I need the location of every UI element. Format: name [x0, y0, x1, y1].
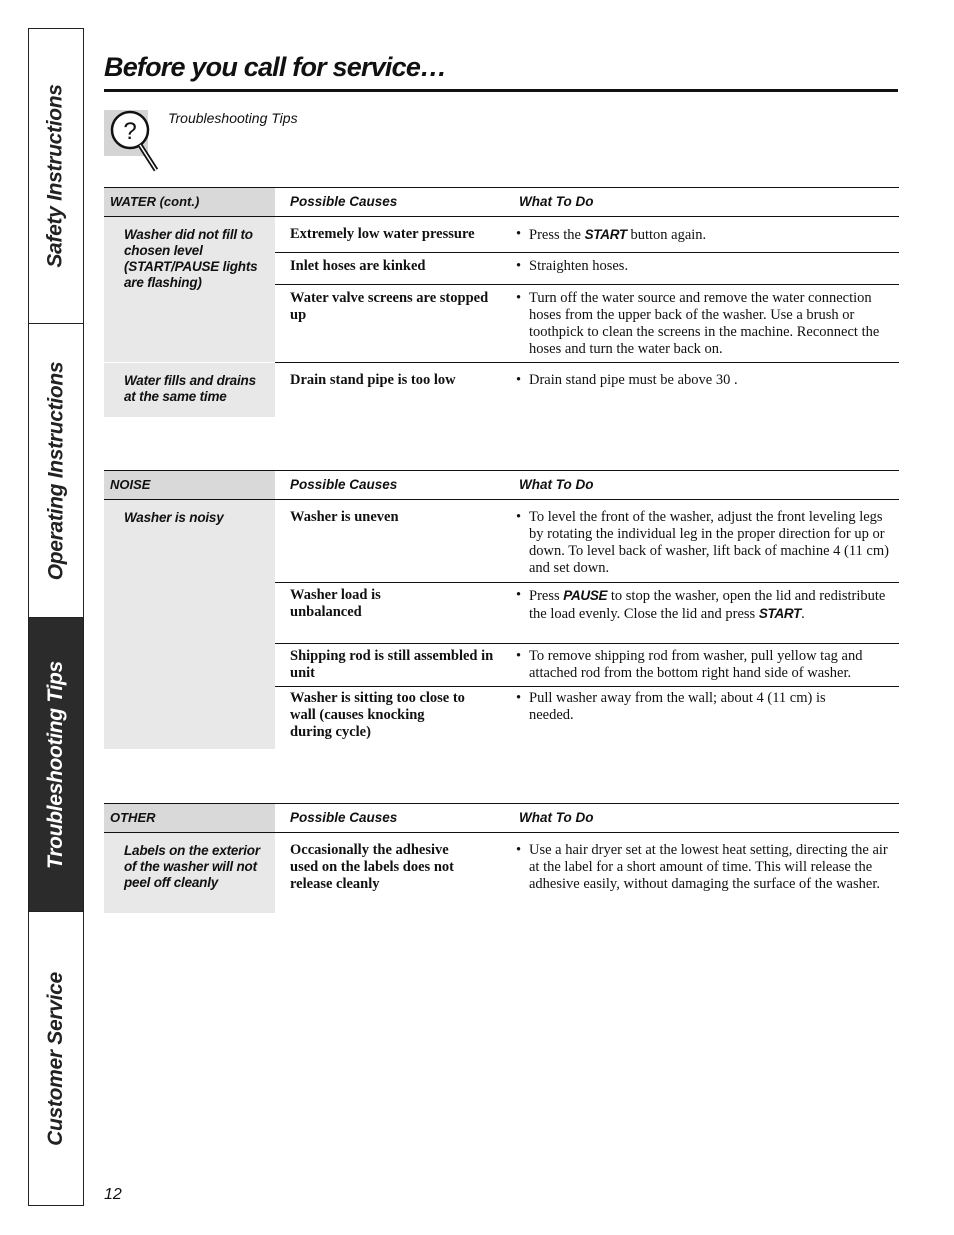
table-noise	[104, 470, 899, 749]
todo-text: • Turn off the water source and remove the water connection hoses from the upper back of the washer. Use a brush or toothpick to clean the screens in the machine. Reconnect the hoses and turn the water back on.	[516, 290, 880, 357]
problem-group	[104, 217, 899, 362]
col-header-causes: Possible Causes	[290, 810, 398, 825]
cause-text: Drain stand pipe is too low	[290, 372, 456, 388]
problem-group	[104, 833, 899, 913]
side-tab-label: Customer Service	[44, 971, 68, 1146]
side-tab-operating-instructions[interactable]	[29, 324, 83, 618]
table-row	[275, 363, 899, 417]
category-label: OTHER	[104, 804, 275, 832]
cause-text: Water valve screens are stopped up	[290, 290, 489, 323]
col-header-todo: What To Do	[519, 810, 594, 825]
problem-group	[104, 363, 899, 417]
cause-text: Washer load is unbalanced	[290, 587, 381, 620]
side-tab-label: Safety Instructions	[44, 84, 67, 268]
todo-text: • Straighten hoses.	[516, 258, 629, 274]
side-tab-bar	[28, 28, 84, 1206]
table-header	[104, 187, 899, 217]
start-keyword: START	[758, 606, 802, 621]
problem-group	[104, 500, 899, 749]
table-row	[275, 217, 899, 253]
problem-label: Labels on the exterior of the washer will not peel off cleanly	[104, 833, 275, 913]
cause-text: Washer is uneven	[290, 509, 399, 525]
table-row	[275, 833, 899, 913]
table-row	[275, 500, 899, 583]
question-mark-magnifier-icon	[104, 110, 164, 176]
cause-text: Extremely low water pressure	[290, 226, 475, 242]
side-tab-customer-service[interactable]	[29, 912, 83, 1205]
table-row	[275, 253, 899, 285]
todo-text: • To remove shipping rod from washer, pull yellow tag and attached rod from the bottom right hand side of washer.	[516, 648, 863, 681]
todo-text: • Pull washer away from the wall; about 4 (11 cm) is needed.	[516, 690, 826, 723]
table-row	[275, 644, 899, 687]
col-header-todo: What To Do	[519, 194, 594, 209]
table-header	[104, 803, 899, 833]
problem-label: Washer is noisy	[104, 500, 275, 749]
cause-text: Washer is sitting too close to wall (causes knocking during cycle)	[290, 690, 465, 740]
table-row	[275, 687, 899, 749]
category-label: WATER (cont.)	[104, 188, 275, 216]
todo-text: • Use a hair dryer set at the lowest heat setting, directing the air at the label for a short amount of time. This will release the adhesive easily, without damaging the surface of the washer.	[516, 842, 888, 892]
page-number: 12	[104, 1186, 122, 1203]
table-other	[104, 803, 899, 913]
page-title: Before you call for service…	[104, 52, 447, 82]
start-keyword: START	[584, 227, 627, 242]
cause-text: Shipping rod is still assembled in unit	[290, 648, 494, 681]
col-header-causes: Possible Causes	[290, 194, 398, 209]
pause-keyword: PAUSE	[563, 588, 608, 603]
side-tab-label: Operating Instructions	[44, 361, 67, 580]
table-row	[275, 583, 899, 644]
tip-label: Troubleshooting Tips	[168, 110, 298, 126]
col-header-todo: What To Do	[519, 477, 594, 492]
todo-text: • To level the front of the washer, adjust the front leveling legs by rotating the individual leg in the proper direction for up or down. To level back of washer, lift back of machine 4 (11 cm) and set down.	[516, 509, 889, 576]
todo-text: • Press the START button again.	[516, 226, 707, 243]
problem-label: Washer did not fill to chosen level (START/PAUSE lights are flashing)	[104, 217, 275, 362]
table-row	[275, 285, 899, 362]
todo-text: • Drain stand pipe must be above 30 .	[516, 372, 738, 388]
side-tab-label: Troubleshooting Tips	[44, 660, 68, 869]
category-label: NOISE	[104, 471, 275, 499]
side-tab-safety-instructions[interactable]	[29, 29, 83, 324]
title-divider	[104, 89, 898, 92]
side-tab-troubleshooting-tips[interactable]	[29, 618, 83, 912]
problem-label: Water fills and drains at the same time	[104, 363, 275, 417]
cause-text: Occasionally the adhesive used on the labels does not release cleanly	[290, 842, 454, 892]
todo-text: • Press PAUSE to stop the washer, open the lid and redistribute the load evenly. Close the lid and press START.	[516, 587, 886, 622]
svg-text:?: ?	[123, 118, 137, 145]
table-header	[104, 470, 899, 500]
table-water	[104, 187, 899, 417]
cause-text: Inlet hoses are kinked	[290, 258, 426, 274]
col-header-causes: Possible Causes	[290, 477, 398, 492]
